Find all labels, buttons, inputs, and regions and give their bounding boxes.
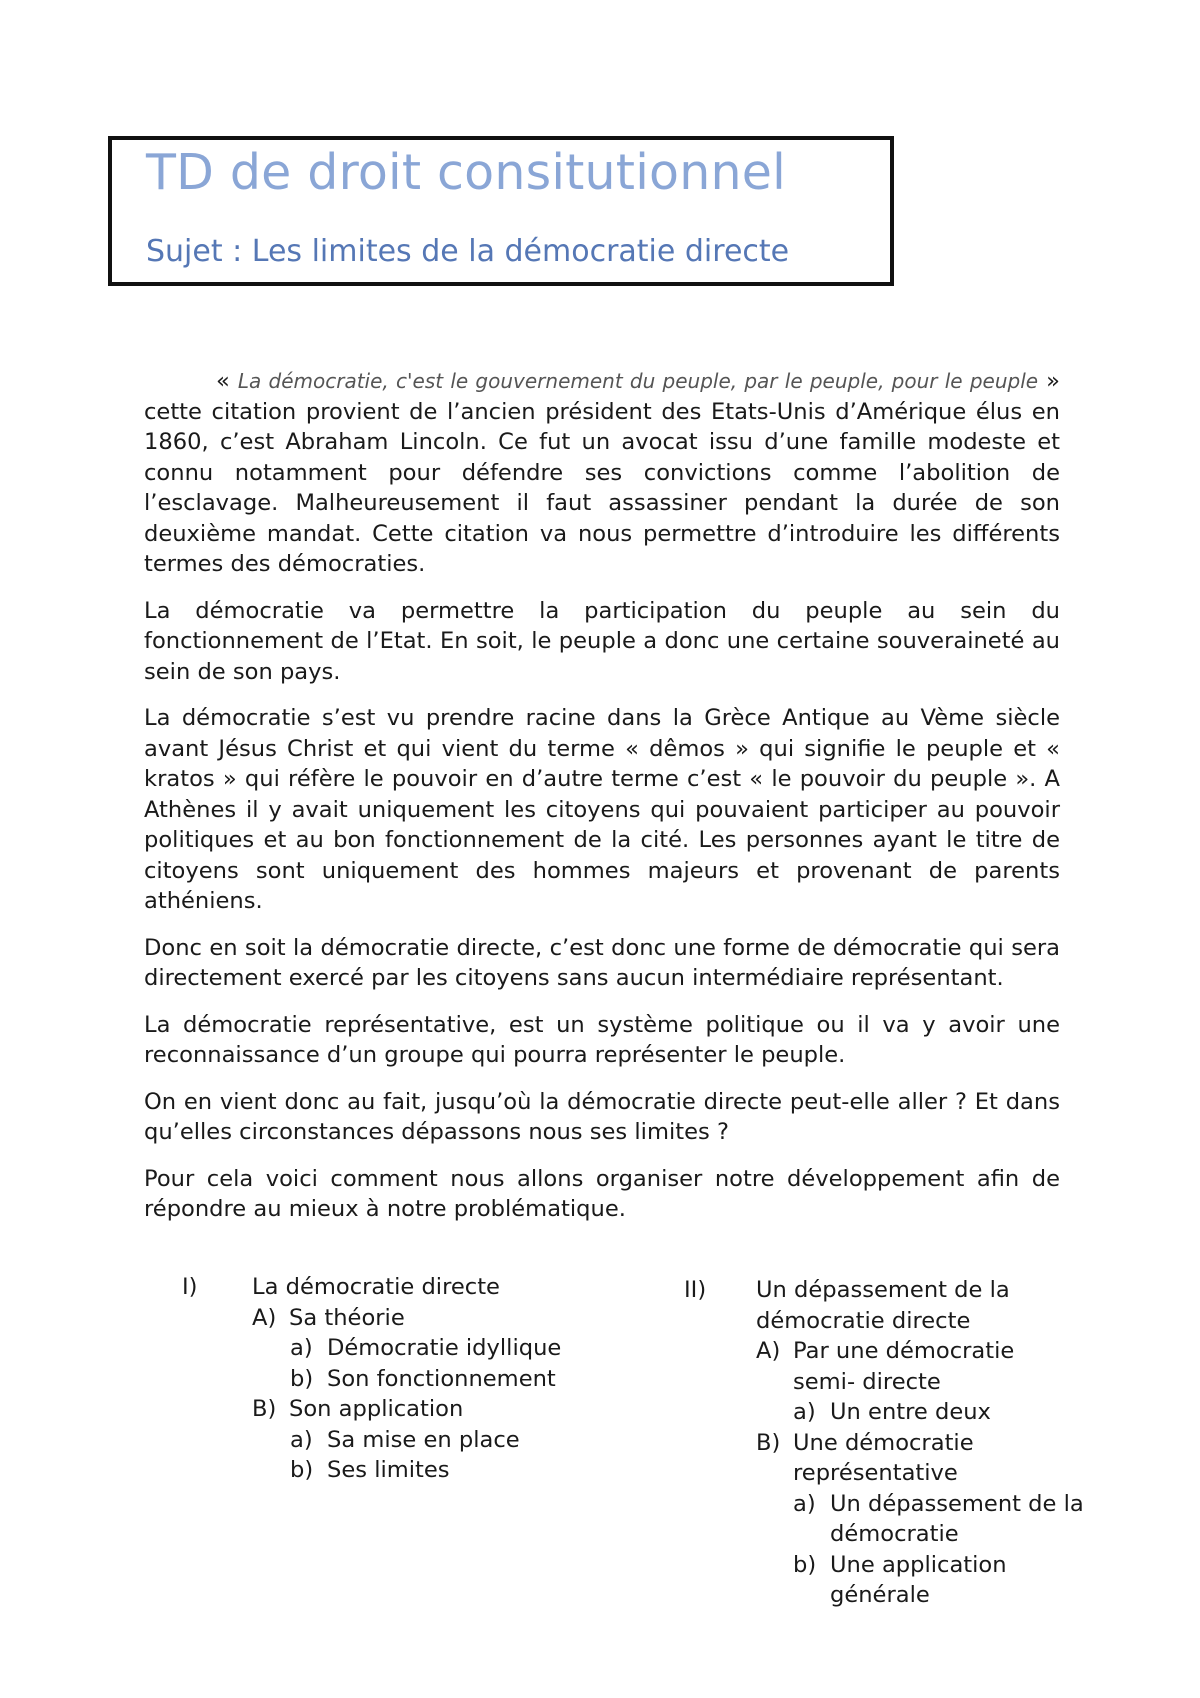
outline-number: b) — [290, 1457, 314, 1483]
outline-item — [144, 1333, 584, 1364]
paragraph: Pour cela voici comment nous allons organiser notre développement afin de répondre au mieux à notre problématique. — [144, 1165, 1060, 1222]
outline-part-1 — [144, 1272, 584, 1486]
outline-subheading — [144, 1394, 584, 1425]
outline-item — [144, 1425, 584, 1456]
paragraph: La démocratie va permettre la participation du peuple au sein du fonctionnement de l’Etat. En soit, le peuple a donc une certaine souveraineté au sein de son pays. — [144, 597, 1060, 685]
outline-title: Démocratie idyllique — [327, 1335, 562, 1361]
outline-title: Un dépassement de la démocratie directe — [756, 1277, 1010, 1334]
outline-subheading — [144, 1303, 584, 1334]
open-quote: « — [216, 368, 238, 394]
outline-number: a) — [793, 1399, 816, 1425]
paragraph: On en vient donc au fait, jusqu’où la démocratie directe peut-elle aller ? Et dans qu’elles circonstances dépassons nous ses limites ? — [144, 1088, 1060, 1145]
outline-subheading — [672, 1336, 1112, 1397]
paragraph: La démocratie s’est vu prendre racine dans la Grèce Antique au Vème siècle avant Jésus Christ et qui vient du terme « dêmos » qui signifie le peuple et « kratos » qui réfère le pouvoir en d’autre terme c’est « le pouvoir du peuple ». A Athènes il y avait uniquement les citoyens qui pouvaient participer au pouvoir politiques et au bon fonctionnement de la cité. Les personnes ayant le titre de citoyens sont uniquement des hommes majeurs et provenant de parents athéniens. — [144, 705, 1060, 914]
outline-title: Sa théorie — [289, 1304, 405, 1331]
outline-subheading — [672, 1428, 1112, 1489]
outline-heading — [672, 1275, 1112, 1336]
outline-title: Son fonctionnement — [327, 1365, 556, 1392]
outline-item — [144, 1455, 584, 1486]
outline-heading — [144, 1272, 584, 1303]
document-body — [144, 366, 1060, 1241]
outline-title: Un dépassement de la démocratie — [830, 1490, 1084, 1547]
outline-title: Par une démocratie semi- directe — [793, 1338, 1015, 1395]
outline-number: b) — [290, 1365, 314, 1392]
outline-number: b) — [793, 1551, 817, 1578]
document-title: TD de droit consitutionnel — [146, 144, 786, 201]
outline-number: I) — [182, 1274, 198, 1300]
title-box — [108, 136, 894, 286]
outline-number: a) — [290, 1335, 313, 1361]
outline-title: Une démocratie représentative — [793, 1429, 974, 1486]
outline-number: a) — [290, 1426, 313, 1453]
outline-title: Une application générale — [830, 1551, 1007, 1608]
paragraph: La démocratie représentative, est un système politique ou il va y avoir une reconnaissance d’un groupe qui pourra représenter le peuple. — [144, 1011, 1060, 1068]
document-subtitle: Sujet : Les limites de la démocratie directe — [146, 234, 790, 269]
outline-part-2 — [672, 1275, 1112, 1611]
outline-title: Ses limites — [327, 1457, 450, 1483]
outline-item — [672, 1489, 1112, 1550]
intro-text: » cette citation provient de l’ancien président des Etats-Unis d’Amérique élus en 1860, c’est Abraham Lincoln. Ce fut un avocat issu d’une famille modeste et connu notamment pour défendre ses convictions comme l’abolition de l’esclavage. Malheureusement il faut assassiner pendant la durée de son deuxième mandat. Cette citation va nous permettre d’introduire les différents termes des démocraties. — [144, 368, 1060, 577]
outline-item — [672, 1550, 1112, 1611]
outline-title: La démocratie directe — [252, 1274, 500, 1300]
intro-paragraph — [144, 366, 1060, 580]
outline-title: Un entre deux — [830, 1399, 991, 1425]
outline-title: Sa mise en place — [327, 1426, 520, 1453]
outline-number: II) — [684, 1277, 707, 1303]
outline-number: B) — [252, 1396, 277, 1422]
outline-item — [144, 1364, 584, 1395]
outline-number: A) — [756, 1338, 781, 1364]
outline-number: B) — [756, 1429, 781, 1456]
paragraph: Donc en soit la démocratie directe, c’est donc une forme de démocratie qui sera directement exercé par les citoyens sans aucun intermédiaire représentant. — [144, 934, 1060, 991]
outline-number: a) — [793, 1490, 816, 1517]
outline-number: A) — [252, 1304, 277, 1331]
outline-item — [672, 1397, 1112, 1428]
outline-title: Son application — [289, 1396, 464, 1422]
lincoln-quote: La démocratie, c'est le gouvernement du peuple, par le peuple, pour le peuple — [237, 369, 1039, 393]
